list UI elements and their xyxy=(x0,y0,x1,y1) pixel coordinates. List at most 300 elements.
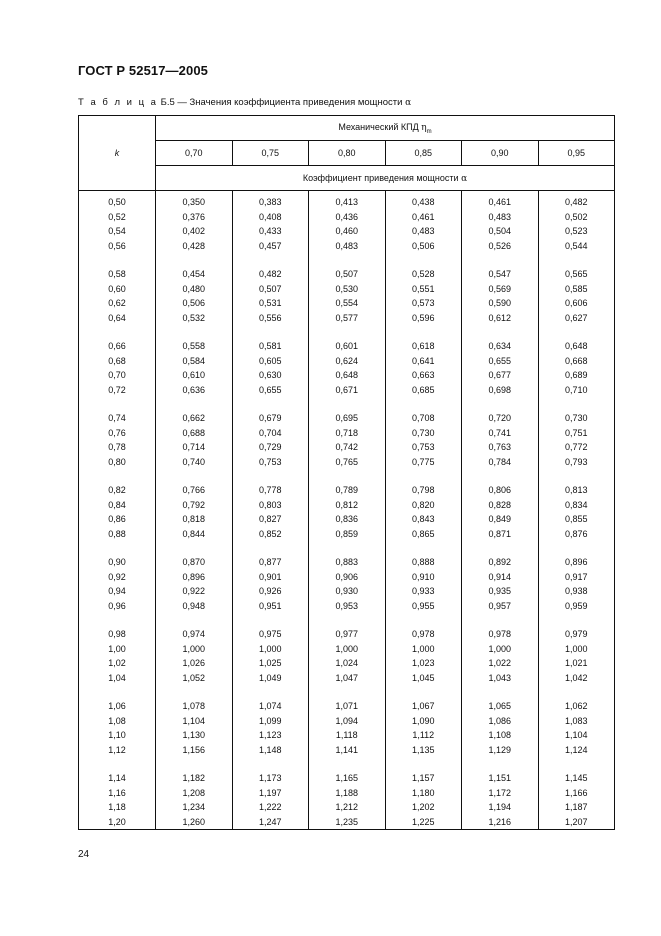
table-cell: 0,689 xyxy=(538,368,615,383)
table-cell: 1,118 xyxy=(309,728,386,743)
table-cell: 0,483 xyxy=(462,210,539,225)
spacer-cell xyxy=(79,613,156,627)
table-row xyxy=(79,339,615,354)
k-value-cell: 0,50 xyxy=(79,191,156,210)
table-cell: 0,428 xyxy=(156,239,233,254)
k-value-cell: 0,62 xyxy=(79,296,156,311)
spacer-cell xyxy=(309,397,386,411)
table-cell: 0,630 xyxy=(232,368,309,383)
table-cell: 0,792 xyxy=(156,498,233,513)
table-cell: 0,836 xyxy=(309,512,386,527)
table-row xyxy=(79,311,615,326)
table-cell: 0,551 xyxy=(385,282,462,297)
table-cell: 0,504 xyxy=(462,224,539,239)
spacer-cell xyxy=(462,757,539,771)
table-cell: 0,951 xyxy=(232,599,309,614)
table-row xyxy=(79,714,615,729)
table-cell: 1,042 xyxy=(538,671,615,686)
table-row xyxy=(79,728,615,743)
table-cell: 0,438 xyxy=(385,191,462,210)
table-row xyxy=(79,671,615,686)
k-value-cell: 1,00 xyxy=(79,642,156,657)
table-cell: 0,677 xyxy=(462,368,539,383)
table-cell: 0,852 xyxy=(232,527,309,542)
column-header: 0,70 xyxy=(156,141,233,166)
k-value-cell: 1,18 xyxy=(79,800,156,815)
table-cell: 1,187 xyxy=(538,800,615,815)
table-cell: 1,202 xyxy=(385,800,462,815)
spacer-cell xyxy=(79,253,156,267)
table-cell: 1,225 xyxy=(385,815,462,830)
table-cell: 0,820 xyxy=(385,498,462,513)
spacer-cell xyxy=(309,613,386,627)
table-cell: 1,157 xyxy=(385,771,462,786)
table-cell: 0,812 xyxy=(309,498,386,513)
caption-symbol: α xyxy=(405,98,412,108)
column-header-row xyxy=(79,141,615,166)
eta-subscript: m xyxy=(426,128,432,135)
group-spacer xyxy=(79,685,615,699)
table-row xyxy=(79,224,615,239)
table-row xyxy=(79,786,615,801)
column-header: 0,90 xyxy=(462,141,539,166)
k-value-cell: 1,02 xyxy=(79,656,156,671)
table-cell: 1,052 xyxy=(156,671,233,686)
spacer-cell xyxy=(79,541,156,555)
table-cell: 0,789 xyxy=(309,483,386,498)
spacer-cell xyxy=(385,613,462,627)
table-cell: 0,730 xyxy=(538,411,615,426)
spacer-cell xyxy=(232,541,309,555)
table-cell: 1,067 xyxy=(385,699,462,714)
table-cell: 1,026 xyxy=(156,656,233,671)
table-cell: 0,979 xyxy=(538,627,615,642)
coefficient-subheader xyxy=(156,166,615,191)
table-cell: 0,460 xyxy=(309,224,386,239)
table-row xyxy=(79,267,615,282)
table-cell: 0,634 xyxy=(462,339,539,354)
table-cell: 0,742 xyxy=(309,440,386,455)
table-cell: 1,000 xyxy=(385,642,462,657)
k-value-cell: 0,90 xyxy=(79,555,156,570)
table-cell: 1,141 xyxy=(309,743,386,758)
table-cell: 0,502 xyxy=(538,210,615,225)
table-cell: 1,047 xyxy=(309,671,386,686)
table-row xyxy=(79,498,615,513)
eta-symbol: η xyxy=(421,122,427,133)
table-cell: 0,528 xyxy=(385,267,462,282)
coefficient-table xyxy=(78,115,615,830)
spacer-cell xyxy=(232,325,309,339)
table-cell: 0,556 xyxy=(232,311,309,326)
table-cell: 0,569 xyxy=(462,282,539,297)
spacer-cell xyxy=(156,613,233,627)
table-cell: 0,482 xyxy=(232,267,309,282)
table-cell: 0,531 xyxy=(232,296,309,311)
k-value-cell: 0,68 xyxy=(79,354,156,369)
spacer-cell xyxy=(79,685,156,699)
table-cell: 0,544 xyxy=(538,239,615,254)
k-value-cell: 1,08 xyxy=(79,714,156,729)
table-cell: 0,641 xyxy=(385,354,462,369)
table-cell: 1,094 xyxy=(309,714,386,729)
table-row xyxy=(79,642,615,657)
table-cell: 0,695 xyxy=(309,411,386,426)
table-cell: 1,078 xyxy=(156,699,233,714)
table-row xyxy=(79,584,615,599)
table-cell: 0,461 xyxy=(385,210,462,225)
table-cell: 0,612 xyxy=(462,311,539,326)
spacer-cell xyxy=(232,613,309,627)
table-cell: 0,849 xyxy=(462,512,539,527)
document-header: ГОСТ Р 52517—2005 xyxy=(78,63,208,78)
table-cell: 0,766 xyxy=(156,483,233,498)
table-cell: 1,074 xyxy=(232,699,309,714)
table-cell: 0,506 xyxy=(156,296,233,311)
table-cell: 0,729 xyxy=(232,440,309,455)
k-value-cell: 0,88 xyxy=(79,527,156,542)
table-cell: 0,457 xyxy=(232,239,309,254)
column-header: 0,85 xyxy=(385,141,462,166)
table-cell: 0,883 xyxy=(309,555,386,570)
table-row xyxy=(79,426,615,441)
table-row xyxy=(79,440,615,455)
k-value-cell: 0,74 xyxy=(79,411,156,426)
table-cell: 0,818 xyxy=(156,512,233,527)
table-cell: 1,148 xyxy=(232,743,309,758)
table-cell: 0,627 xyxy=(538,311,615,326)
table-cell: 0,530 xyxy=(309,282,386,297)
table-cell: 0,433 xyxy=(232,224,309,239)
k-value-cell: 0,54 xyxy=(79,224,156,239)
table-row xyxy=(79,656,615,671)
k-value-cell: 1,12 xyxy=(79,743,156,758)
table-cell: 0,590 xyxy=(462,296,539,311)
spacer-cell xyxy=(385,757,462,771)
table-cell: 0,892 xyxy=(462,555,539,570)
table-cell: 1,049 xyxy=(232,671,309,686)
table-cell: 0,938 xyxy=(538,584,615,599)
k-value-cell: 0,78 xyxy=(79,440,156,455)
table-row xyxy=(79,483,615,498)
table-cell: 0,624 xyxy=(309,354,386,369)
table-cell: 1,222 xyxy=(232,800,309,815)
table-cell: 0,772 xyxy=(538,440,615,455)
k-value-cell: 0,56 xyxy=(79,239,156,254)
table-cell: 0,636 xyxy=(156,383,233,398)
table-cell: 0,413 xyxy=(309,191,386,210)
spacer-cell xyxy=(538,325,615,339)
table-cell: 0,648 xyxy=(538,339,615,354)
efficiency-group-header xyxy=(156,116,615,141)
spacer-cell xyxy=(156,253,233,267)
table-cell: 1,000 xyxy=(538,642,615,657)
group-spacer xyxy=(79,613,615,627)
table-cell: 0,565 xyxy=(538,267,615,282)
table-cell: 0,871 xyxy=(462,527,539,542)
table-cell: 1,129 xyxy=(462,743,539,758)
table-row xyxy=(79,411,615,426)
table-cell: 0,930 xyxy=(309,584,386,599)
spacer-cell xyxy=(156,469,233,483)
table-cell: 0,763 xyxy=(462,440,539,455)
k-value-cell: 0,80 xyxy=(79,455,156,470)
k-value-cell: 0,98 xyxy=(79,627,156,642)
group-spacer xyxy=(79,397,615,411)
table-cell: 0,610 xyxy=(156,368,233,383)
table-cell: 1,065 xyxy=(462,699,539,714)
table-cell: 0,558 xyxy=(156,339,233,354)
spacer-cell xyxy=(462,325,539,339)
table-cell: 1,062 xyxy=(538,699,615,714)
spacer-cell xyxy=(385,469,462,483)
spacer-cell xyxy=(79,469,156,483)
table-row xyxy=(79,282,615,297)
table-cell: 1,000 xyxy=(232,642,309,657)
spacer-cell xyxy=(385,541,462,555)
table-cell: 0,655 xyxy=(462,354,539,369)
table-cell: 0,698 xyxy=(462,383,539,398)
k-column-header: k xyxy=(79,116,156,191)
table-cell: 1,188 xyxy=(309,786,386,801)
table-cell: 0,679 xyxy=(232,411,309,426)
table-cell: 1,208 xyxy=(156,786,233,801)
table-cell: 0,914 xyxy=(462,570,539,585)
table-row xyxy=(79,512,615,527)
spacer-cell xyxy=(538,253,615,267)
group-spacer xyxy=(79,325,615,339)
table-cell: 0,596 xyxy=(385,311,462,326)
table-cell: 0,668 xyxy=(538,354,615,369)
table-row xyxy=(79,527,615,542)
spacer-cell xyxy=(538,757,615,771)
table-cell: 1,083 xyxy=(538,714,615,729)
table-cell: 0,720 xyxy=(462,411,539,426)
table-cell: 0,876 xyxy=(538,527,615,542)
table-cell: 0,573 xyxy=(385,296,462,311)
spacer-cell xyxy=(462,469,539,483)
spacer-cell xyxy=(538,613,615,627)
k-value-cell: 0,92 xyxy=(79,570,156,585)
table-cell: 0,877 xyxy=(232,555,309,570)
group-spacer xyxy=(79,541,615,555)
table-cell: 0,718 xyxy=(309,426,386,441)
table-cell: 1,156 xyxy=(156,743,233,758)
caption-prefix: Т а б л и ц а xyxy=(78,97,158,108)
table-row xyxy=(79,743,615,758)
table-cell: 0,655 xyxy=(232,383,309,398)
table-cell: 1,172 xyxy=(462,786,539,801)
table-cell: 0,888 xyxy=(385,555,462,570)
spacer-cell xyxy=(156,397,233,411)
table-row xyxy=(79,191,615,210)
table-cell: 0,506 xyxy=(385,239,462,254)
efficiency-label: Механический КПД xyxy=(338,121,419,132)
table-cell: 0,688 xyxy=(156,426,233,441)
table-row xyxy=(79,771,615,786)
k-value-cell: 1,16 xyxy=(79,786,156,801)
spacer-cell xyxy=(232,757,309,771)
table-cell: 0,957 xyxy=(462,599,539,614)
table-cell: 0,685 xyxy=(385,383,462,398)
alpha-symbol: α xyxy=(461,173,468,184)
table-cell: 0,827 xyxy=(232,512,309,527)
table-cell: 1,025 xyxy=(232,656,309,671)
table-cell: 0,922 xyxy=(156,584,233,599)
table-cell: 0,935 xyxy=(462,584,539,599)
table-row xyxy=(79,368,615,383)
table-cell: 0,775 xyxy=(385,455,462,470)
spacer-cell xyxy=(309,685,386,699)
table-row xyxy=(79,555,615,570)
table-cell: 0,806 xyxy=(462,483,539,498)
table-row xyxy=(79,599,615,614)
spacer-cell xyxy=(385,325,462,339)
table-cell: 0,751 xyxy=(538,426,615,441)
table-cell: 1,165 xyxy=(309,771,386,786)
table-cell: 0,784 xyxy=(462,455,539,470)
table-cell: 0,507 xyxy=(232,282,309,297)
table-cell: 0,906 xyxy=(309,570,386,585)
spacer-cell xyxy=(462,541,539,555)
table-row xyxy=(79,815,615,830)
table-cell: 0,350 xyxy=(156,191,233,210)
table-cell: 0,408 xyxy=(232,210,309,225)
table-cell: 1,180 xyxy=(385,786,462,801)
table-cell: 0,933 xyxy=(385,584,462,599)
table-cell: 0,662 xyxy=(156,411,233,426)
spacer-cell xyxy=(462,613,539,627)
table-cell: 0,671 xyxy=(309,383,386,398)
k-value-cell: 1,20 xyxy=(79,815,156,830)
table-cell: 1,135 xyxy=(385,743,462,758)
table-cell: 0,480 xyxy=(156,282,233,297)
table-cell: 1,166 xyxy=(538,786,615,801)
table-cell: 0,581 xyxy=(232,339,309,354)
table-cell: 0,844 xyxy=(156,527,233,542)
group-spacer xyxy=(79,757,615,771)
table-cell: 0,483 xyxy=(385,224,462,239)
table-cell: 0,383 xyxy=(232,191,309,210)
table-cell: 1,024 xyxy=(309,656,386,671)
k-value-cell: 0,58 xyxy=(79,267,156,282)
table-cell: 1,000 xyxy=(462,642,539,657)
table-cell: 0,834 xyxy=(538,498,615,513)
table-row xyxy=(79,210,615,225)
spacer-cell xyxy=(156,757,233,771)
k-value-cell: 0,72 xyxy=(79,383,156,398)
table-cell: 0,843 xyxy=(385,512,462,527)
k-value-cell: 1,04 xyxy=(79,671,156,686)
table-cell: 0,507 xyxy=(309,267,386,282)
table-row xyxy=(79,570,615,585)
table-cell: 1,043 xyxy=(462,671,539,686)
table-cell: 1,021 xyxy=(538,656,615,671)
subheader-label: Коэффициент приведения мощности xyxy=(302,172,459,183)
table-cell: 0,778 xyxy=(232,483,309,498)
k-value-cell: 0,96 xyxy=(79,599,156,614)
column-header: 0,95 xyxy=(538,141,615,166)
table-row xyxy=(79,383,615,398)
spacer-cell xyxy=(385,253,462,267)
table-cell: 0,436 xyxy=(309,210,386,225)
k-value-cell: 0,52 xyxy=(79,210,156,225)
column-header: 0,80 xyxy=(309,141,386,166)
k-value-cell: 0,94 xyxy=(79,584,156,599)
table-cell: 1,112 xyxy=(385,728,462,743)
table-cell: 0,648 xyxy=(309,368,386,383)
spacer-cell xyxy=(538,685,615,699)
group-spacer xyxy=(79,469,615,483)
k-value-cell: 0,70 xyxy=(79,368,156,383)
table-cell: 0,740 xyxy=(156,455,233,470)
table-cell: 0,753 xyxy=(385,440,462,455)
table-cell: 0,978 xyxy=(462,627,539,642)
spacer-cell xyxy=(232,685,309,699)
spacer-cell xyxy=(309,253,386,267)
table-row xyxy=(79,800,615,815)
table-cell: 1,086 xyxy=(462,714,539,729)
k-value-cell: 1,14 xyxy=(79,771,156,786)
table-cell: 1,212 xyxy=(309,800,386,815)
table-cell: 0,606 xyxy=(538,296,615,311)
table-cell: 0,585 xyxy=(538,282,615,297)
k-value-cell: 1,06 xyxy=(79,699,156,714)
table-row xyxy=(79,627,615,642)
table-cell: 0,523 xyxy=(538,224,615,239)
table-cell: 1,104 xyxy=(538,728,615,743)
spacer-cell xyxy=(156,541,233,555)
spacer-cell xyxy=(79,325,156,339)
table-cell: 1,090 xyxy=(385,714,462,729)
table-cell: 1,123 xyxy=(232,728,309,743)
table-cell: 1,151 xyxy=(462,771,539,786)
spacer-cell xyxy=(462,685,539,699)
table-row xyxy=(79,296,615,311)
table-cell: 1,108 xyxy=(462,728,539,743)
k-value-cell: 0,82 xyxy=(79,483,156,498)
table-cell: 0,798 xyxy=(385,483,462,498)
table-cell: 1,247 xyxy=(232,815,309,830)
table-cell: 1,197 xyxy=(232,786,309,801)
table-cell: 0,741 xyxy=(462,426,539,441)
table-cell: 1,145 xyxy=(538,771,615,786)
k-value-cell: 0,84 xyxy=(79,498,156,513)
table-cell: 1,182 xyxy=(156,771,233,786)
spacer-cell xyxy=(79,397,156,411)
spacer-cell xyxy=(309,469,386,483)
table-cell: 0,584 xyxy=(156,354,233,369)
table-cell: 1,000 xyxy=(309,642,386,657)
table-row xyxy=(79,239,615,254)
table-row xyxy=(79,699,615,714)
k-value-cell: 0,66 xyxy=(79,339,156,354)
table-cell: 1,023 xyxy=(385,656,462,671)
group-spacer xyxy=(79,253,615,267)
table-cell: 1,022 xyxy=(462,656,539,671)
k-value-cell: 1,10 xyxy=(79,728,156,743)
spacer-cell xyxy=(79,757,156,771)
table-cell: 0,454 xyxy=(156,267,233,282)
table-cell: 0,714 xyxy=(156,440,233,455)
column-header: 0,75 xyxy=(232,141,309,166)
k-value-cell: 0,64 xyxy=(79,311,156,326)
table-cell: 0,955 xyxy=(385,599,462,614)
table-cell: 0,605 xyxy=(232,354,309,369)
table-cell: 0,547 xyxy=(462,267,539,282)
spacer-cell xyxy=(462,253,539,267)
spacer-cell xyxy=(385,685,462,699)
